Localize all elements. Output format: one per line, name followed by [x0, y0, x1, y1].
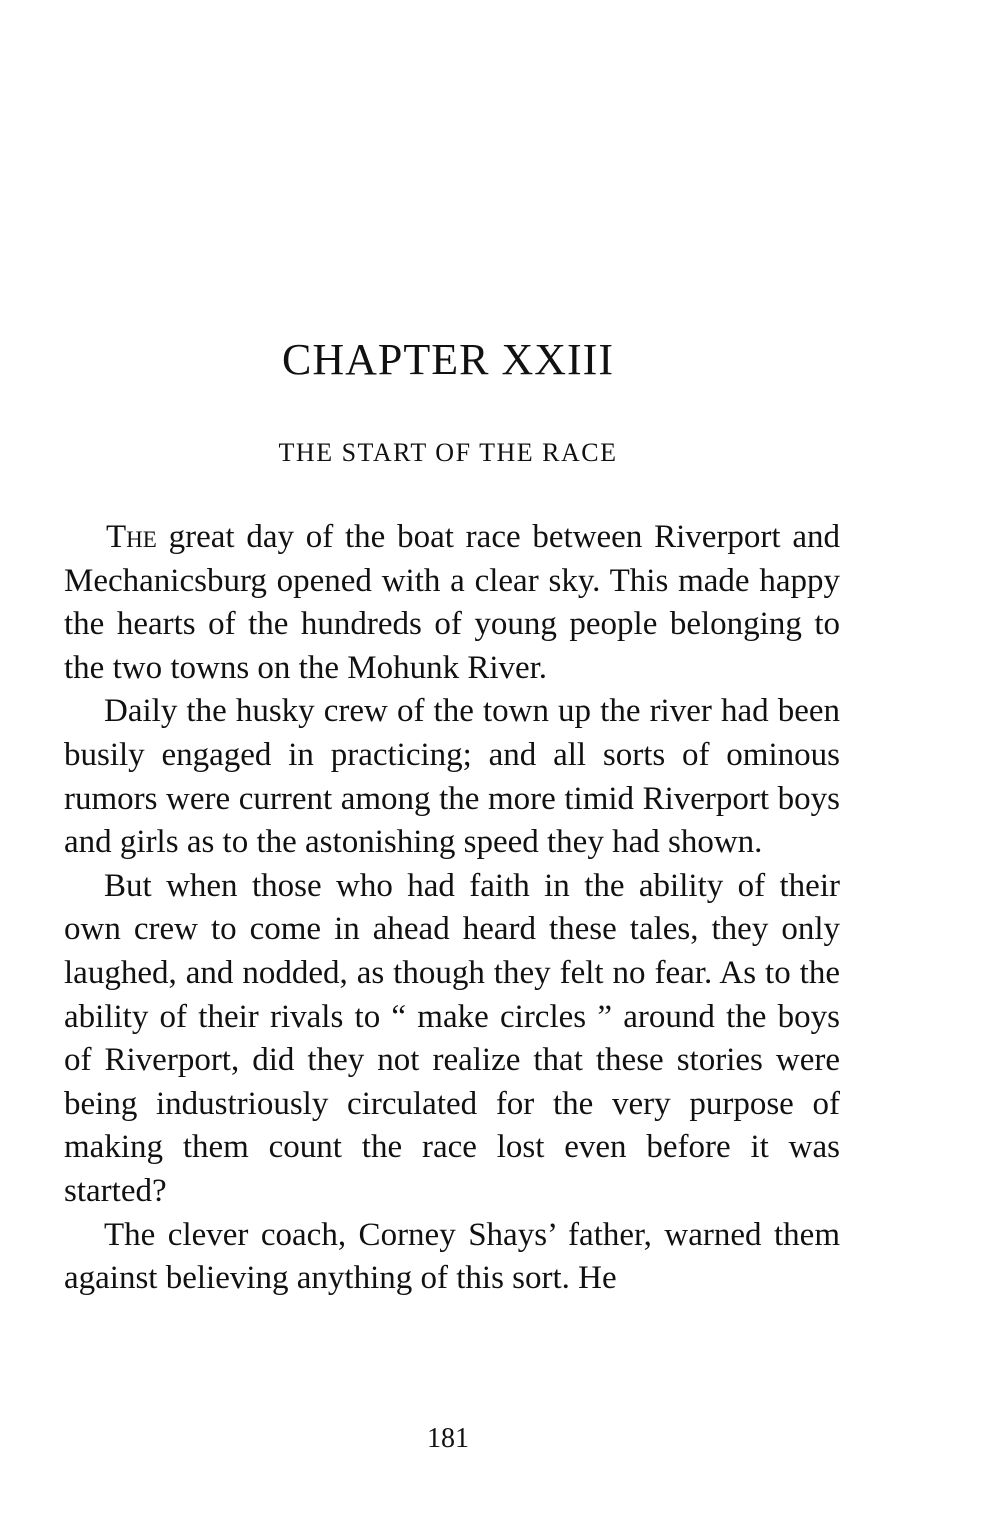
paragraph-1-text: great day of the boat race between Riverport and Mechanicsburg opened with a clear sky. This made happy the hearts of the hundreds of young people belonging to the two towns on the Mohunk River.	[64, 519, 840, 686]
page-number: 181	[427, 1423, 469, 1454]
paragraph-1	[64, 516, 840, 690]
paragraph-4: The clever coach, Corney Shays’ father, warned them against believing anything of this sort. He	[64, 1216, 840, 1297]
paragraph-2: Daily the husky crew of the town up the river had been busily engaged in practicing; and all sorts of ominous rumors were current among the more timid Riverport boys and girls as to the astonishing speed they had shown.	[64, 693, 840, 861]
paragraph-lead-word: The	[106, 519, 157, 555]
paragraph-3: But when those who had faith in the ability of their own crew to come in ahead heard these tales, they only laughed, and nodded, as though they felt no fear. As to the ability of their rivals to “ make circles ” around the boys of Riverport, did they not realize that these stories were being industriously circulated for the very purpose of making them count the race lost even before it was started?	[64, 867, 840, 1209]
body-text	[64, 516, 840, 1301]
chapter-heading: CHAPTER XXIII	[282, 335, 614, 384]
chapter-title: THE START OF THE RACE	[278, 438, 618, 467]
